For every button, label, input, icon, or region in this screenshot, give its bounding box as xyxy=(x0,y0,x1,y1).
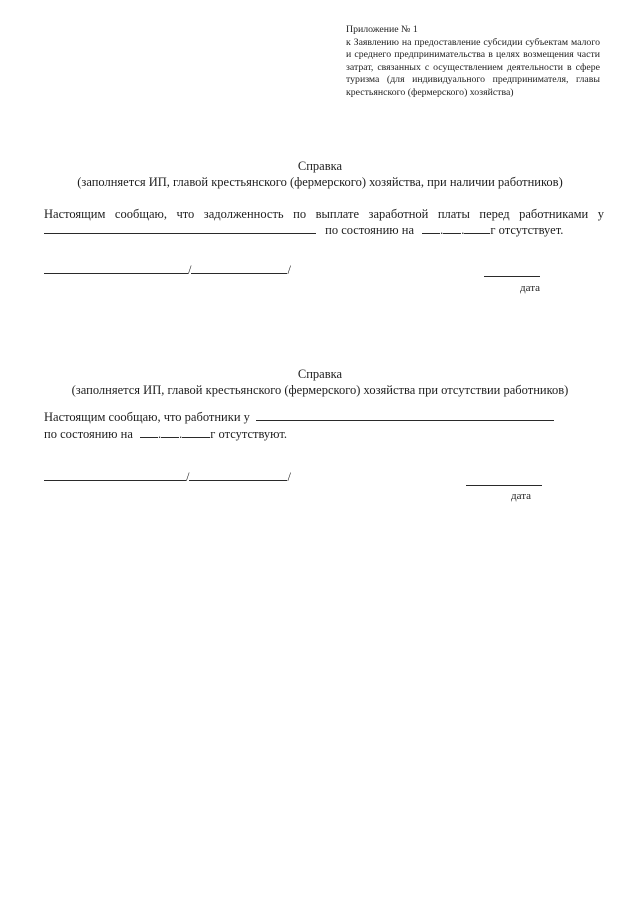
cert1-date-rule[interactable] xyxy=(484,276,540,277)
cert1-signature-line xyxy=(44,262,291,278)
cert2-employer-blank[interactable] xyxy=(256,409,554,421)
cert1-date-prefix: по состоянию на xyxy=(325,223,414,237)
cert2-month-blank[interactable] xyxy=(161,426,179,438)
annex-text: к Заявлению на предоставление субсидии субъектам малого и среднего предпринимательства в целях возмещения части затрат, связанных с осуществлением деятельности в сфере туризма (для индивидуального предпринимателя, главы крестьянского (фермерского) хозяйства) xyxy=(346,36,600,98)
cert1-sig-sep: / xyxy=(287,263,291,277)
cert2-statement-line1 xyxy=(44,409,554,425)
cert2-date-rule[interactable] xyxy=(466,485,542,486)
cert1-month-blank[interactable] xyxy=(443,222,461,234)
cert1-day-blank[interactable] xyxy=(422,222,440,234)
cert1-date-label: дата xyxy=(520,282,541,294)
cert1-employer-blank[interactable] xyxy=(44,222,316,234)
cert1-date-sep: . xyxy=(440,223,444,237)
cert2-subtitle: (заполняется ИП, главой крестьянского (фермерского) хозяйства при отсутствии работников) xyxy=(71,383,569,397)
cert2-date-suffix: г отсутствуют. xyxy=(210,427,288,441)
cert2-date-label: дата xyxy=(511,490,532,502)
cert2-year-blank[interactable] xyxy=(182,426,210,438)
cert2-signature-blank[interactable] xyxy=(44,469,186,481)
cert2-statement-text: Настоящим сообщаю, что работники у xyxy=(44,410,250,424)
cert2-title: Справка xyxy=(297,367,343,381)
cert1-year-blank[interactable] xyxy=(464,222,490,234)
cert1-statement-line2 xyxy=(44,222,563,238)
cert1-statement-line1: Настоящим сообщаю, что задолженность по выплате заработной платы перед работниками у xyxy=(44,207,604,221)
cert1-date-suffix: г отсутствует. xyxy=(490,223,564,237)
cert2-name-blank[interactable] xyxy=(189,469,287,481)
cert1-subtitle: (заполняется ИП, главой крестьянского (фермерского) хозяйства, при наличии работников) xyxy=(77,175,563,189)
cert2-statement-line2 xyxy=(44,426,287,442)
cert2-date-sep: . xyxy=(158,427,162,441)
annex-title: Приложение № 1 xyxy=(346,24,418,35)
cert2-date-prefix: по состоянию на xyxy=(44,427,133,441)
cert1-title: Справка xyxy=(297,159,343,173)
cert2-sig-sep: / xyxy=(287,470,291,484)
cert2-date-sep: . xyxy=(179,427,183,441)
cert1-sig-sep: / xyxy=(188,263,192,277)
annex-header xyxy=(346,24,600,99)
cert1-name-blank[interactable] xyxy=(191,262,287,274)
cert2-sig-sep: / xyxy=(186,470,190,484)
cert2-day-blank[interactable] xyxy=(140,426,158,438)
cert1-signature-blank[interactable] xyxy=(44,262,188,274)
cert1-date-sep: . xyxy=(461,223,465,237)
cert2-signature-line xyxy=(44,469,291,485)
